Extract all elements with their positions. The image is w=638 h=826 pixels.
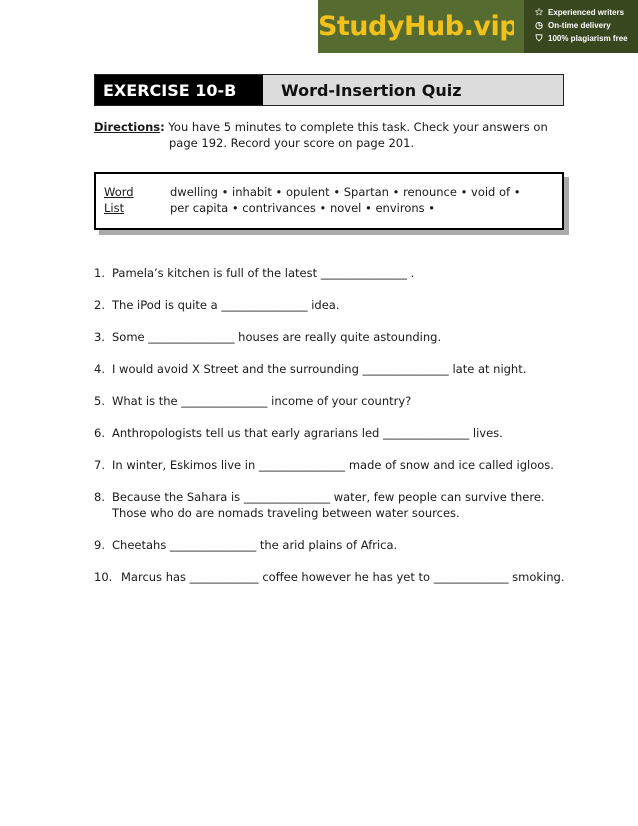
directions-text-line2: page 192. Record your score on page 201. [169, 136, 415, 150]
studyhub-banner[interactable] [318, 0, 638, 53]
question-text: Cheetahs _______________ the arid plains of Africa. [112, 538, 398, 552]
question-item [94, 569, 574, 585]
question-item [94, 537, 574, 553]
word-list-words: per capita • contrivances • novel • environs • [170, 201, 436, 215]
feature-label: Experienced writers [548, 8, 625, 17]
question-text: In winter, Eskimos live in _______________ made of snow and ice called igloos. [112, 458, 554, 472]
question-item [94, 329, 574, 345]
word-list-row [104, 184, 562, 200]
question-text: What is the _______________ income of your country? [112, 394, 412, 408]
word-list-box [94, 172, 564, 230]
word-list-label: Word [104, 185, 134, 199]
question-item [94, 425, 574, 441]
question-item [94, 489, 574, 521]
question-text: The iPod is quite a _______________ idea. [112, 298, 340, 312]
question-text: I would avoid X Street and the surrounding _______________ late at night. [112, 362, 527, 376]
question-text: Some _______________ houses are really quite astounding. [112, 330, 442, 344]
question-item [94, 393, 574, 409]
banner-divider [514, 0, 524, 53]
question-number: 6. [94, 426, 105, 440]
feature-list [524, 0, 638, 53]
question-list [94, 265, 574, 601]
question-text: Because the Sahara is _______________ water, few people can survive there. Those who do are nomads traveling between water sources. [112, 490, 545, 520]
feature-item [534, 33, 638, 44]
feature-label: 100% plagiarism free [548, 34, 628, 43]
star-icon: ✩ [535, 7, 543, 17]
word-list-words: dwelling • inhabit • opulent • Spartan • renounce • void of • [170, 185, 521, 199]
directions: Directions: You have 5 minutes to complete this task. Check your answers on page 192. Record your score on page 201. [94, 119, 564, 151]
question-text: Pamela’s kitchen is full of the latest _______________ . [112, 266, 415, 280]
question-number: 4. [94, 362, 105, 376]
directions-text-line1: You have 5 minutes to complete this task. Check your answers on [168, 120, 548, 134]
question-item [94, 297, 574, 313]
question-number: 10. [94, 570, 113, 584]
word-list-label: List [104, 201, 125, 215]
clock-icon: ◷ [535, 20, 543, 30]
brand-logo[interactable]: StudyHub.vip [317, 11, 519, 42]
directions-label: Directions [94, 120, 161, 134]
feature-item [534, 7, 638, 18]
question-number: 8. [94, 490, 105, 504]
question-item [94, 361, 574, 377]
question-number: 5. [94, 394, 105, 408]
question-number: 1. [94, 266, 105, 280]
question-number: 7. [94, 458, 105, 472]
feature-label: On-time delivery [548, 21, 611, 30]
question-text: Marcus has ____________ coffee however he has yet to _____________ smoking. [121, 570, 565, 584]
question-number: 3. [94, 330, 105, 344]
question-number: 2. [94, 298, 105, 312]
shield-icon: ⛉ [535, 33, 543, 43]
question-item [94, 457, 574, 473]
exercise-number: EXERCISE 10-B [95, 75, 263, 105]
exercise-header [94, 74, 564, 106]
question-item [94, 265, 574, 281]
question-text: Anthropologists tell us that early agrarians led _______________ lives. [112, 426, 503, 440]
exercise-title: Word-Insertion Quiz [263, 75, 563, 105]
question-number: 9. [94, 538, 105, 552]
word-list-row [104, 200, 562, 216]
feature-item [534, 20, 638, 31]
